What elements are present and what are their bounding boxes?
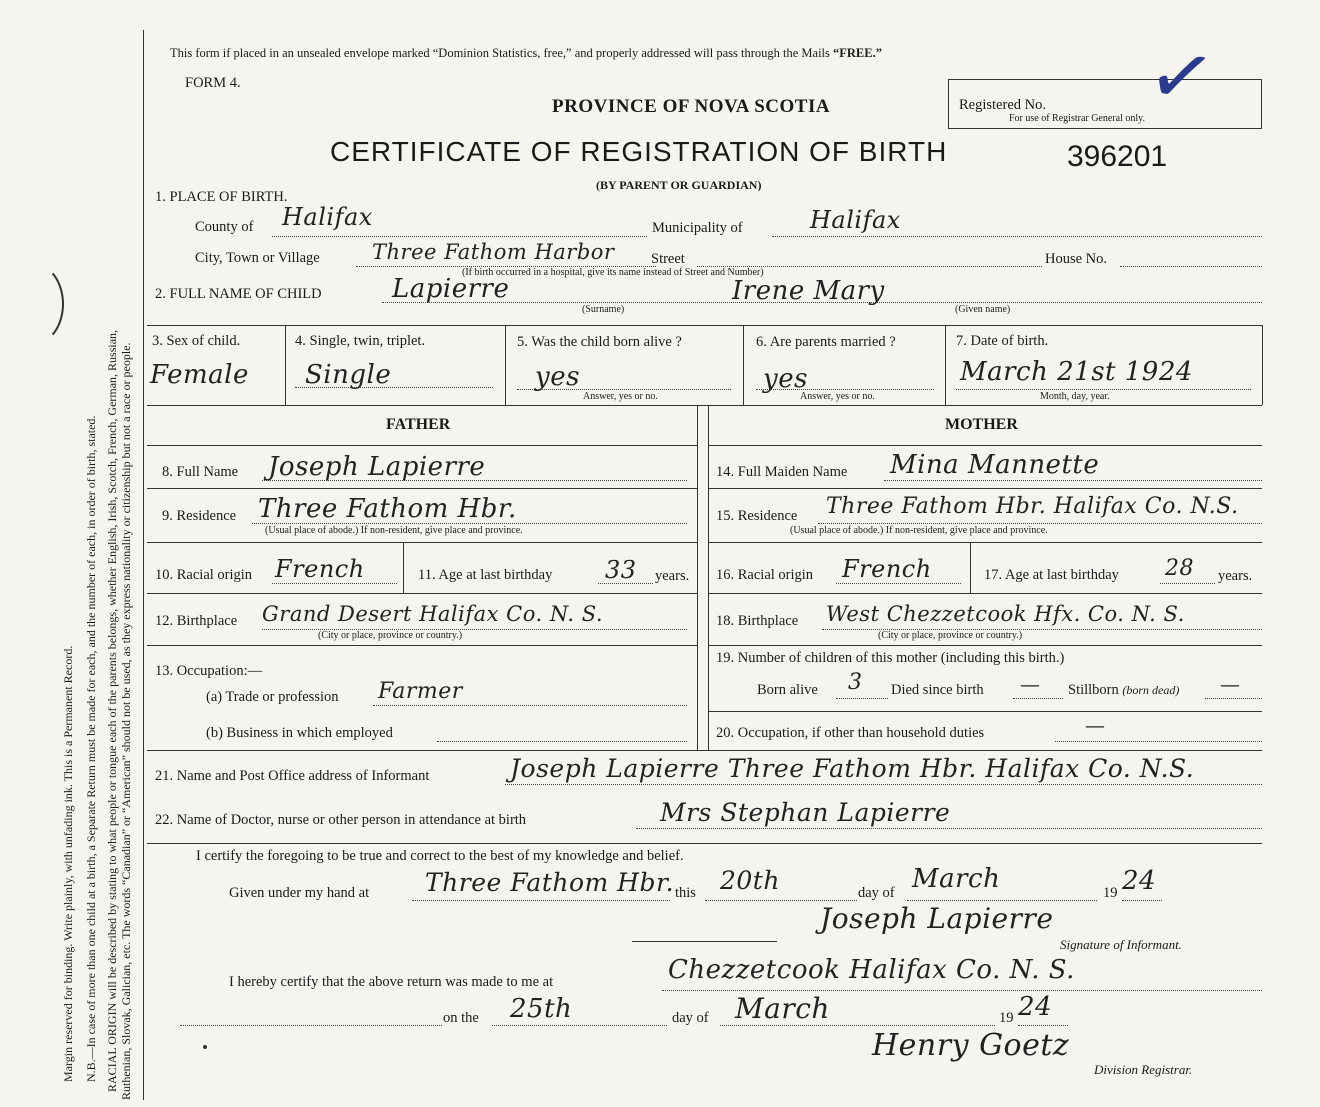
city-value: Three Fathom Harbor [372, 240, 615, 264]
certify-statement: I certify the foregoing to be true and correct to the best of my knowledge and belief. [196, 848, 684, 864]
registrar-place: Chezzetcook Halifax Co. N. S. [668, 955, 1075, 985]
dot-mark [203, 1045, 207, 1049]
father-birthplace-value: Grand Desert Halifax Co. N. S. [262, 602, 604, 626]
sex-label: 3. Sex of child. [152, 333, 241, 349]
father-trade-value: Farmer [378, 679, 463, 704]
died-since-birth-label: Died since birth [891, 682, 984, 698]
mother-residence-value: Three Fathom Hbr. Halifax Co. N.S. [826, 494, 1239, 519]
margin-note-racial-origin: RACIAL ORIGIN will be described by stating to what people or tongue each of the parents belongs, whether English, Irish, Scotch, French, German, Russian, [105, 329, 119, 1092]
born-alive-count-label: Born alive [757, 682, 818, 698]
plurality-value: Single [305, 360, 392, 390]
mother-age-label: 17. Age at last birthday [984, 567, 1119, 583]
stillborn-count: — [1220, 672, 1241, 696]
mother-age-years: years. [1218, 568, 1253, 584]
dob-value: March 21st 1924 [960, 357, 1193, 387]
page-title: CERTIFICATE OF REGISTRATION OF BIRTH [330, 136, 948, 167]
mother-children-label: 19. Number of children of this mother (including this birth.) [716, 650, 1065, 666]
registrar-signature: Henry Goetz [872, 1028, 1070, 1063]
certify-year-prefix: 19 [1103, 885, 1118, 901]
registered-note: For use of Registrar General only. [1009, 113, 1145, 124]
form-number: FORM 4. [185, 75, 241, 91]
given-name-caption: (Given name) [955, 304, 1011, 315]
registrar-signature-caption: Division Registrar. [1094, 1062, 1193, 1077]
certify-month: March [912, 864, 1001, 894]
father-name-value: Joseph Lapierre [268, 452, 486, 482]
sex-value: Female [150, 360, 249, 390]
mother-residence-label: 15. Residence [716, 508, 798, 524]
father-residence-caption: (Usual place of abode.) If non-resident, give place and province. [265, 525, 523, 536]
municipality-value: Halifax [810, 206, 901, 234]
mother-racial-origin-value: French [842, 555, 932, 583]
registrar-on-the-label: on the [443, 1010, 479, 1026]
mother-heading: MOTHER [945, 416, 1018, 433]
checkmark-icon: ✓ [1140, 24, 1223, 129]
father-birthplace-caption: (City or place, province or country.) [318, 630, 463, 641]
place-of-birth-heading: 1. PLACE OF BIRTH. [155, 189, 288, 205]
father-name-label: 8. Full Name [162, 464, 239, 480]
father-racial-origin-label: 10. Racial origin [155, 567, 253, 583]
mother-name-value: Mina Mannette [890, 450, 1100, 480]
father-heading: FATHER [386, 416, 451, 433]
informant-label: 21. Name and Post Office address of Informant [155, 768, 430, 784]
died-since-birth-count: — [1020, 672, 1041, 696]
given-at-place: Three Fathom Hbr. [425, 868, 675, 897]
born-alive-caption: Answer, yes or no. [583, 391, 658, 402]
registered-label: Registered No. [959, 97, 1046, 113]
margin-rule [143, 30, 144, 1100]
father-trade-label: (a) Trade or profession [206, 689, 339, 705]
mother-birthplace-value: West Chezzetcook Hfx. Co. N. S. [826, 602, 1185, 626]
father-residence-label: 9. Residence [162, 508, 237, 524]
mother-name-label: 14. Full Maiden Name [716, 464, 848, 480]
mother-residence-caption: (Usual place of abode.) If non-resident, give place and province. [790, 525, 1048, 536]
margin-note-binding: Margin reserved for binding. Write plainly, with unfading ink. This is a Permanent Record. [61, 645, 75, 1082]
plurality-label: 4. Single, twin, triplet. [295, 333, 426, 349]
certify-year: 24 [1122, 866, 1157, 896]
mother-age-value: 28 [1165, 556, 1194, 581]
born-alive-label: 5. Was the child born alive ? [517, 334, 682, 350]
stillborn-label: Stillborn (born dead) [1068, 682, 1180, 698]
house-label: House No. [1045, 251, 1108, 267]
parents-married-caption: Answer, yes or no. [800, 391, 875, 402]
mother-birthplace-label: 18. Birthplace [716, 613, 799, 629]
parents-married-label: 6. Are parents married ? [756, 334, 896, 350]
certify-this-label: this [675, 885, 696, 901]
parents-married-value: yes [763, 364, 808, 394]
given-at-label: Given under my hand at [229, 885, 370, 901]
province-heading: PROVINCE OF NOVA SCOTIA [552, 96, 831, 117]
mother-occupation-label: 20. Occupation, if other than household duties [716, 725, 985, 741]
city-label: City, Town or Village [195, 250, 320, 266]
mail-notice: This form if placed in an unsealed envelope marked “Dominion Statistics, free,” and properly addressed will pass through the Mails “FREE.” [170, 46, 882, 60]
father-business-label: (b) Business in which employed [206, 725, 393, 741]
mother-occupation-value: — [1085, 713, 1106, 737]
registration-number: 396201 [1067, 140, 1168, 173]
surname-caption: (Surname) [582, 304, 625, 315]
mother-racial-origin-label: 16. Racial origin [716, 567, 814, 583]
father-residence-value: Three Fathom Hbr. [258, 494, 517, 524]
registrar-month: March [735, 992, 830, 1025]
registrar-year: 24 [1018, 992, 1053, 1022]
street-label: Street [651, 251, 685, 267]
father-age-value: 33 [605, 556, 637, 584]
child-given-name: Irene Mary [732, 276, 885, 306]
doctor-label: 22. Name of Doctor, nurse or other person in attendance at birth [155, 812, 527, 828]
informant-value: Joseph Lapierre Three Fathom Hbr. Halifax Co. N.S. [510, 754, 1195, 783]
mother-birthplace-caption: (City or place, province or country.) [878, 630, 1023, 641]
registrar-year-prefix: 19 [999, 1010, 1014, 1026]
registrar-day-of-label: day of [672, 1010, 709, 1026]
informant-signature-caption: Signature of Informant. [1060, 937, 1182, 952]
born-alive-value: yes [535, 362, 580, 392]
father-age-years: years. [655, 568, 690, 584]
dob-caption: Month, day, year. [1040, 391, 1110, 402]
doctor-value: Mrs Stephan Lapierre [660, 798, 951, 827]
father-occupation-label: 13. Occupation:— [155, 663, 263, 679]
father-racial-origin-value: French [275, 555, 365, 583]
certify-day-of-label: day of [858, 885, 895, 901]
dob-label: 7. Date of birth. [956, 333, 1049, 349]
county-label: County of [195, 219, 254, 235]
hospital-note: (If birth occurred in a hospital, give its name instead of Street and Number) [462, 267, 764, 278]
municipality-label: Municipality of [652, 220, 743, 236]
informant-signature: Joseph Lapierre [820, 902, 1054, 935]
margin-note-racial-origin-cont: Ruthenian, Slovak, Galician, etc. The words “Canadian” or “American” should not be used, as they express nationality or citizenship but not a race or people. [119, 342, 133, 1100]
father-birthplace-label: 12. Birthplace [155, 613, 238, 629]
registrar-statement: I hereby certify that the above return was made to me at [229, 974, 554, 990]
child-surname: Lapierre [392, 274, 510, 304]
father-age-label: 11. Age at last birthday [418, 567, 553, 583]
certify-day: 20th [720, 866, 780, 895]
page-subtitle: (BY PARENT OR GUARDIAN) [596, 178, 762, 192]
born-alive-count: 3 [848, 670, 863, 695]
margin-note-multiple-births: N.B.—In case of more than one child at a birth, a Separate Return must be made for each, and the number of each, in order of birth, stated. [84, 415, 98, 1082]
registrar-day: 25th [510, 994, 573, 1024]
registered-box [948, 79, 1262, 129]
binding-hole [0, 262, 64, 346]
child-name-label: 2. FULL NAME OF CHILD [155, 286, 322, 302]
county-value: Halifax [282, 203, 373, 231]
